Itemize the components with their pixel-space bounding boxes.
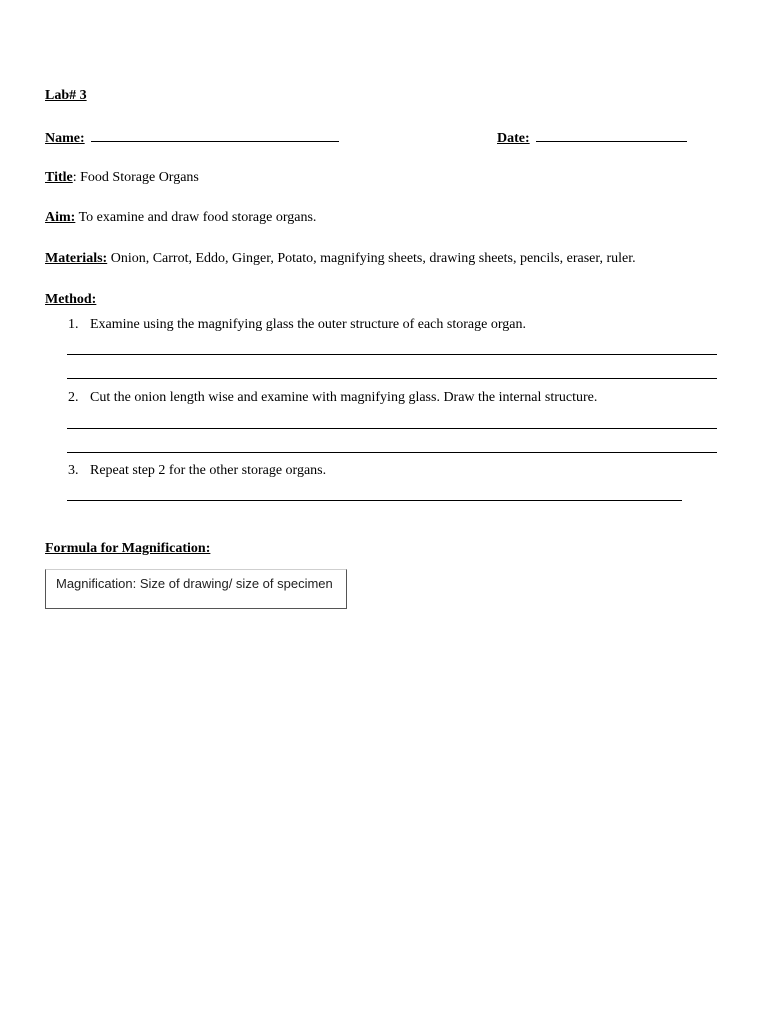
name-label: Name: bbox=[45, 131, 85, 146]
step-number: 2. bbox=[68, 390, 79, 405]
method-step-2 bbox=[68, 390, 597, 406]
formula-box bbox=[45, 569, 347, 609]
title-value: : Food Storage Organs bbox=[72, 170, 199, 185]
method-heading: Method: bbox=[45, 292, 97, 307]
aim-value: To examine and draw food storage organs. bbox=[75, 210, 317, 225]
step-number: 1. bbox=[68, 317, 79, 332]
method-step-3 bbox=[68, 463, 326, 479]
title-row bbox=[45, 170, 199, 186]
answer-line[interactable] bbox=[67, 378, 717, 379]
title-label: Title bbox=[45, 170, 73, 185]
step-text: Cut the onion length wise and examine with magnifying glass. Draw the internal structure. bbox=[90, 390, 598, 405]
date-field[interactable] bbox=[536, 129, 687, 142]
formula-heading: Formula for Magnification: bbox=[45, 541, 211, 556]
materials-label: Materials: bbox=[45, 251, 108, 266]
method-step-1 bbox=[68, 317, 526, 333]
answer-line[interactable] bbox=[67, 452, 717, 453]
aim-row bbox=[45, 210, 316, 226]
answer-line[interactable] bbox=[67, 354, 717, 355]
materials-value: Onion, Carrot, Eddo, Ginger, Potato, magnifying sheets, drawing sheets, pencils, eraser, ruler. bbox=[107, 251, 636, 266]
aim-label: Aim: bbox=[45, 210, 76, 225]
name-row bbox=[45, 129, 339, 147]
lab-number: Lab# 3 bbox=[45, 88, 87, 103]
answer-line[interactable] bbox=[67, 500, 682, 501]
step-text: Repeat step 2 for the other storage organs. bbox=[90, 463, 327, 478]
answer-line[interactable] bbox=[67, 428, 717, 429]
name-field[interactable] bbox=[91, 129, 339, 142]
step-text: Examine using the magnifying glass the outer structure of each storage organ. bbox=[90, 317, 526, 332]
materials-row bbox=[45, 251, 636, 267]
date-label: Date: bbox=[497, 131, 530, 146]
date-row bbox=[497, 129, 687, 147]
step-number: 3. bbox=[68, 463, 79, 478]
formula-text: Magnification: Size of drawing/ size of specimen bbox=[56, 576, 333, 591]
